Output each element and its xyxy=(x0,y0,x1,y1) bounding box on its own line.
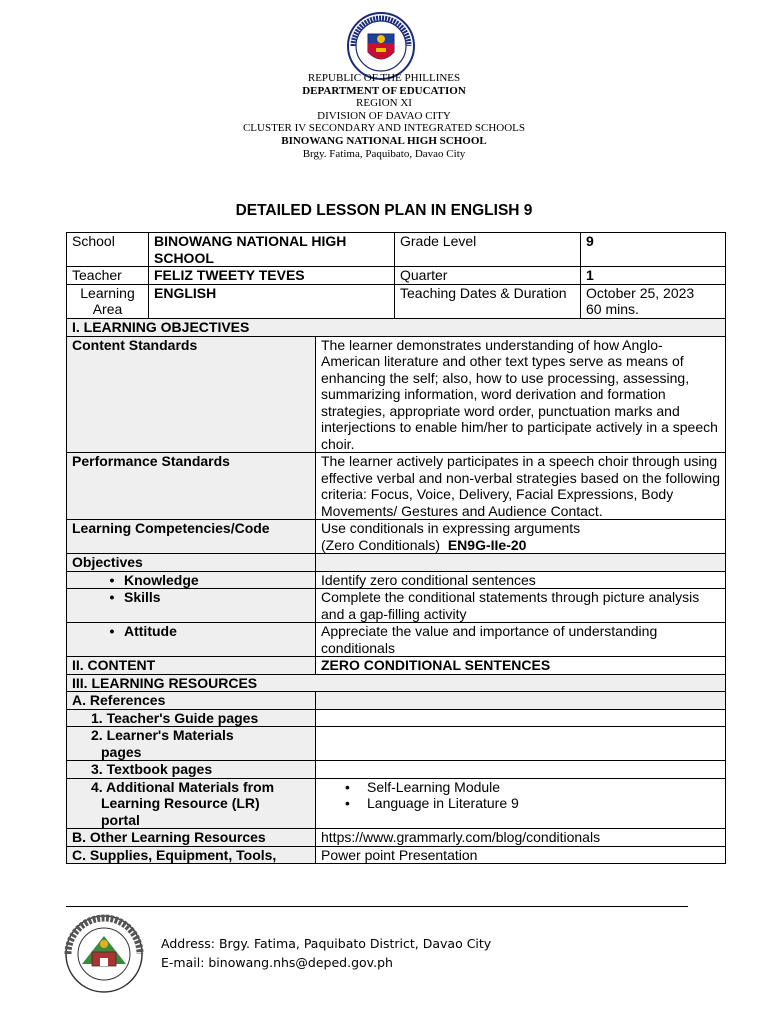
list-item: • Language in Literature 9 xyxy=(367,795,720,812)
bullet-icon: • xyxy=(109,571,115,588)
learners-materials-cell xyxy=(67,727,316,761)
letterhead-address: Brgy. Fatima, Paquibato, Davao City xyxy=(302,147,466,160)
letterhead-school: BINOWANG NATIONAL HIGH SCHOOL xyxy=(281,134,487,147)
teacher-value: FELIZ TWEETY TEVES xyxy=(149,267,395,285)
objectives-label: Objectives xyxy=(67,554,316,572)
performance-standards-label: Performance Standards xyxy=(67,453,316,520)
attitude-label: Attitude xyxy=(124,623,177,639)
area-value: ENGLISH xyxy=(149,284,395,318)
grade-value: 9 xyxy=(581,233,726,267)
bullet-icon: • xyxy=(109,589,115,605)
area-label: Learning Area xyxy=(67,284,149,318)
letterhead-republic: REPUBLIC OF THE PHILLINES xyxy=(307,72,461,84)
bullet-icon: • xyxy=(109,623,115,639)
school-label: School xyxy=(67,233,149,267)
learners-materials-label2: pages xyxy=(101,743,142,760)
quarter-label: Quarter xyxy=(395,267,581,285)
skills-label: Skills xyxy=(124,589,161,605)
letterhead-region: REGION XI xyxy=(356,97,412,110)
references-label: A. References xyxy=(67,692,316,710)
teacher-label: Teacher xyxy=(67,267,149,285)
duration-value: 60 mins. xyxy=(586,301,639,317)
school-value: BINOWANG NATIONAL HIGH SCHOOL xyxy=(149,233,395,267)
additional-materials-value xyxy=(316,778,726,829)
letterhead-cluster: CLUSTER IV SECONDARY AND INTEGRATED SCHOOLS xyxy=(242,122,526,135)
teachers-guide-value xyxy=(316,709,726,727)
deped-seal-logo xyxy=(346,12,416,80)
content-standards-text: The learner demonstrates understanding of how Anglo-American literature and other text types serve as means of enhancing the self; also, how to use processing, assessing, summarizing information, word derivation and formation strategies, appropriate word order, punctuation marks and interjections to enable him/her to participate actively in a speech choir. xyxy=(316,336,726,453)
additional-materials-label2: Learning Resource (LR) xyxy=(101,795,260,811)
teachers-guide-label: 1. Teacher's Guide pages xyxy=(67,709,316,727)
lesson-info-table xyxy=(66,232,726,319)
objectives-blank xyxy=(316,554,726,572)
additional-materials-list xyxy=(321,779,720,812)
content-standards-label: Content Standards xyxy=(67,336,316,453)
competencies-line2 xyxy=(321,537,720,554)
footer-address: Address: Brgy. Fatima, Paquibato District, Davao City xyxy=(161,936,492,951)
skills-cell xyxy=(67,589,316,623)
references-blank xyxy=(316,692,726,710)
learners-materials-value xyxy=(316,727,726,761)
additional-materials-cell xyxy=(67,778,316,829)
dates-label: Teaching Dates & Duration xyxy=(395,284,581,318)
content-heading: II. CONTENT xyxy=(67,657,316,675)
additional-materials-label3: portal xyxy=(101,811,140,828)
footer-divider xyxy=(66,906,688,907)
additional-materials-label: 4. Additional Materials from xyxy=(91,778,275,795)
dates-value: October 25, 2023 xyxy=(586,284,695,301)
competencies-code: EN9G-IIe-20 xyxy=(447,536,527,553)
dates-cell xyxy=(581,284,726,318)
competencies-cell xyxy=(316,520,726,554)
competencies-text2: (Zero Conditionals) xyxy=(321,536,441,553)
school-seal-logo xyxy=(64,914,144,994)
grade-label: Grade Level xyxy=(395,233,581,267)
letterhead xyxy=(0,72,768,160)
document-title: DETAILED LESSON PLAN IN ENGLISH 9 xyxy=(235,202,533,219)
skills-text: Complete the conditional statements through picture analysis and a gap-filling activity xyxy=(316,589,726,623)
competencies-text: Use conditionals in expressing arguments xyxy=(321,520,581,536)
other-resources-link[interactable]: https://www.grammarly.com/blog/conditionals xyxy=(316,829,726,847)
textbook-value xyxy=(316,761,726,779)
supplies-label: C. Supplies, Equipment, Tools, xyxy=(67,846,316,864)
knowledge-label: Knowledge xyxy=(124,571,199,588)
lesson-plan-table xyxy=(66,318,726,864)
letterhead-division: DIVISION OF DAVAO CITY xyxy=(317,109,451,122)
letterhead-department: DEPARTMENT OF EDUCATION xyxy=(302,84,466,97)
knowledge-cell xyxy=(67,571,316,589)
resources-heading: III. LEARNING RESOURCES xyxy=(67,674,726,692)
list-item: • Self-Learning Module xyxy=(367,779,720,796)
footer-email: E-mail: binowang.nhs@deped.gov.ph xyxy=(161,955,393,970)
textbook-label: 3. Textbook pages xyxy=(67,761,316,779)
objectives-heading: I. LEARNING OBJECTIVES xyxy=(67,319,726,337)
attitude-text: Appreciate the value and importance of understanding conditionals xyxy=(316,623,726,657)
content-value: ZERO CONDITIONAL SENTENCES xyxy=(316,657,726,675)
supplies-value: Power point Presentation xyxy=(316,846,726,864)
quarter-value: 1 xyxy=(581,267,726,285)
competencies-label: Learning Competencies/Code xyxy=(67,520,316,554)
knowledge-text: Identify zero conditional sentences xyxy=(316,571,726,589)
performance-standards-text: The learner actively participates in a speech choir through using effective verbal and non-verbal strategies based on the following criteria: Focus, Voice, Delivery, Facial Expressions, Body Movements/ Gestures and Audience Contact. xyxy=(316,453,726,520)
learners-materials-label: 2. Learner's Materials xyxy=(91,727,234,743)
other-resources-label: B. Other Learning Resources xyxy=(67,829,316,847)
attitude-cell xyxy=(67,623,316,657)
